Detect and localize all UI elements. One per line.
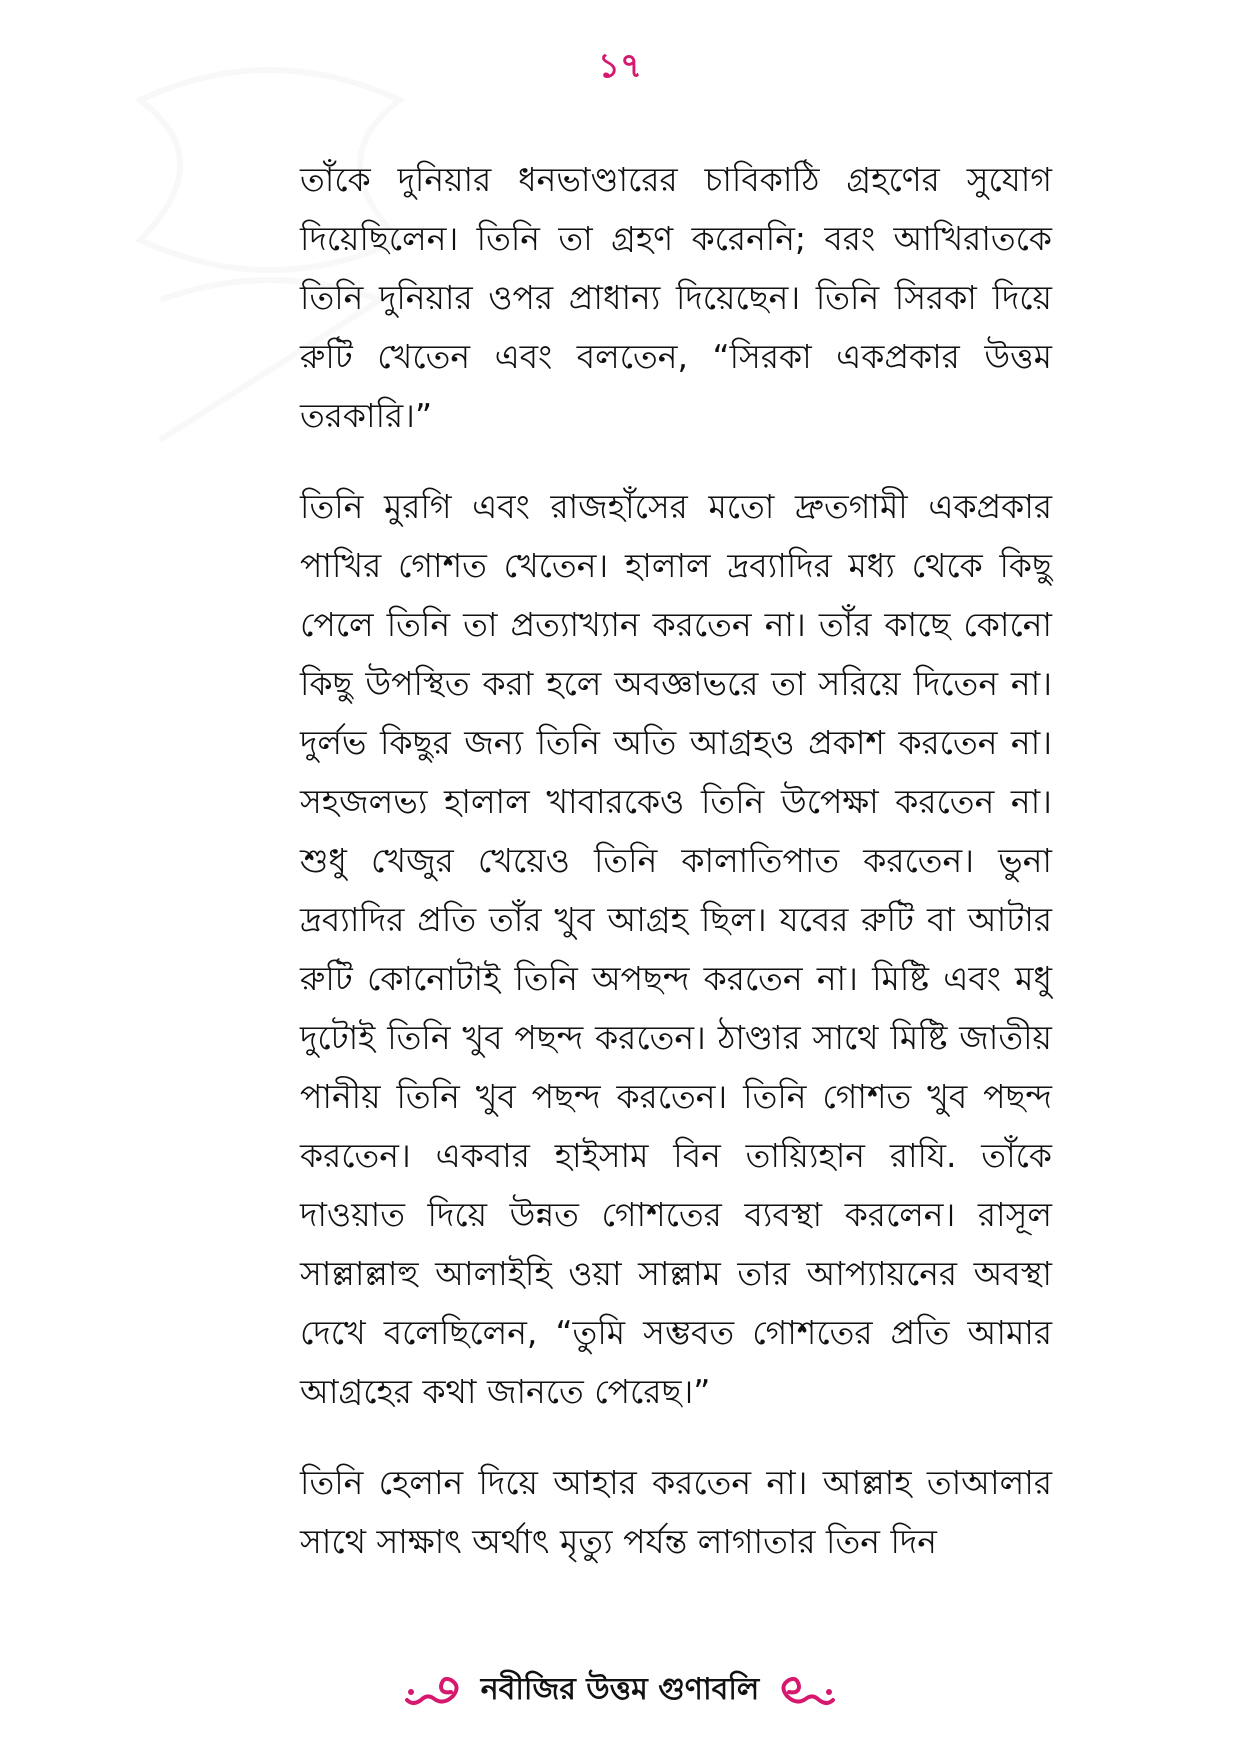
flourish-right-icon <box>773 1670 837 1710</box>
flourish-left-icon <box>403 1670 467 1710</box>
paragraph-2: তিনি মুরগি এবং রাজহাঁসের মতো দ্রুতগামী একপ্রকার পাখির গোশত খেতেন। হালাল দ্রব্যাদির মধ্য থেকে কিছু পেলে তিনি তা প্রত্যাখ্যান করতেন না। তাঁর কাছে কোনো কিছু উপস্থিত করা হলে অবজ্ঞাভরে তা সরিয়ে দিতেন না। দুর্লভ কিছুর জন্য তিনি অতি আগ্রহও প্রকাশ করতেন না। সহজলভ্য হালাল খাবারকেও তিনি উপেক্ষা করতেন না। শুধু খেজুর খেয়েও তিনি কালাতিপাত করতেন। ভুনা দ্রব্যাদির প্রতি তাঁর খুব আগ্রহ ছিল। যবের রুটি বা আটার রুটি কোনোটাই তিনি অপছন্দ করতেন না। মিষ্টি এবং মধু দুটোই তিনি খুব পছন্দ করতেন। ঠাণ্ডার সাথে মিষ্টি জাতীয় পানীয় তিনি খুব পছন্দ করতেন। তিনি গোশত খুব পছন্দ করতেন। একবার হাইসাম বিন তায়্যিহান রাযি. তাঁকে দাওয়াত দিয়ে উন্নত গোশতের ব্যবস্থা করলেন। রাসূল সাল্লাল্লাহু আলাইহি ওয়া সাল্লাম তার আপ্যায়নের অবস্থা দেখে বলেছিলেন, “তুমি সম্ভবত গোশতের প্রতি আমার আগ্রহের কথা জানতে পেরেছ।” <box>300 487 1052 1411</box>
body-text <box>300 150 1052 1571</box>
running-footer <box>0 1660 1240 1720</box>
paragraph-3: তিনি হেলান দিয়ে আহার করতেন না। আল্লাহ তাআলার সাথে সাক্ষাৎ অর্থাৎ মৃত্যু পর্যন্ত লাগাতার তিন দিন <box>300 1463 1052 1561</box>
page-number: ১৭ <box>597 46 643 86</box>
book-title: নবীজির উত্তম গুণাবলি <box>480 1671 760 1707</box>
paragraph-1: তাঁকে দুনিয়ার ধনভাণ্ডারের চাবিকাঠি গ্রহণের সুযোগ দিয়েছিলেন। তিনি তা গ্রহণ করেননি; বরং আখিরাতকে তিনি দুনিয়ার ওপর প্রাধান্য দিয়েছেন। তিনি সিরকা দিয়ে রুটি খেতেন এবং বলতেন, “সিরকা একপ্রকার উত্তম তরকারি।” <box>300 160 1052 435</box>
